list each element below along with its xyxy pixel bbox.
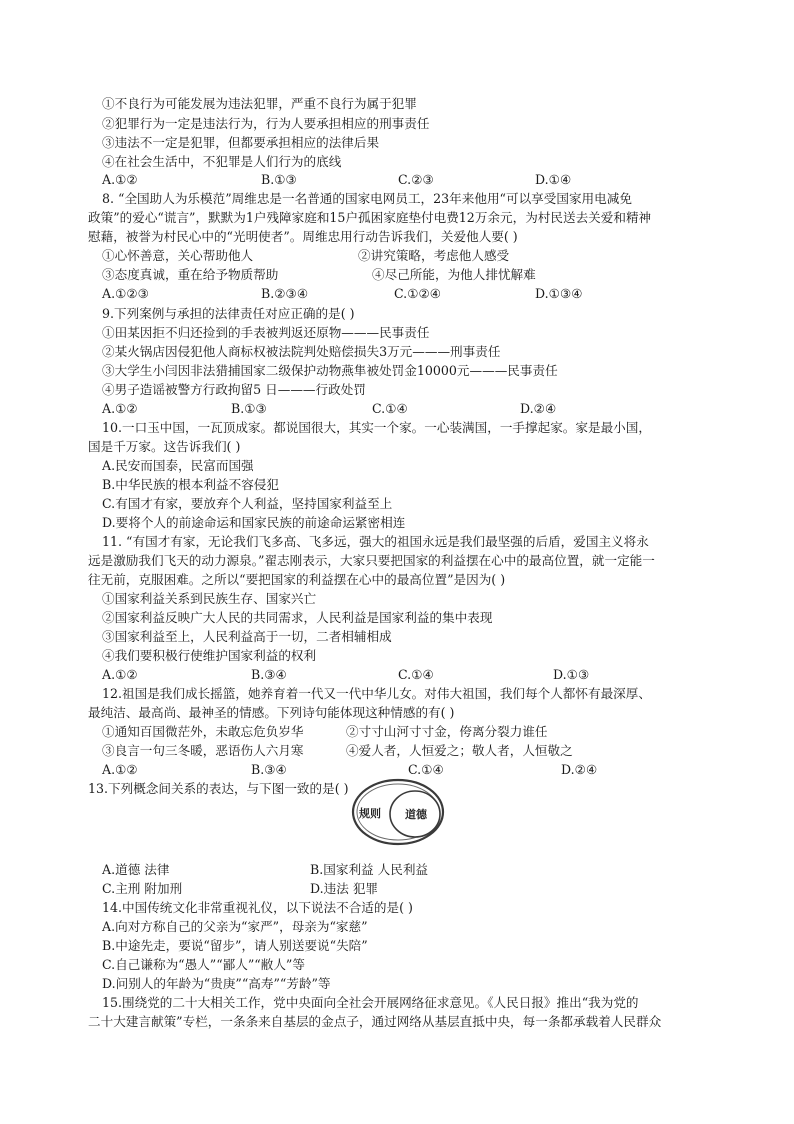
- q15-stem-line-1: 15.围绕党的二十大相关工作，党中央面向全社会开展网络征求意见。《人民日报》推出“我为党的: [102, 995, 639, 1010]
- q11-option-d: D.①③: [553, 667, 590, 682]
- q11-item-1: ①国家利益关系到民族生存、国家兴亡: [102, 591, 317, 606]
- q7-option-c: C.②③: [398, 172, 434, 187]
- venn-diagram: [350, 772, 446, 848]
- q14-stem: 14.中国传统文化非常重视礼仪，以下说法不合适的是( ): [102, 900, 413, 915]
- q7-option-a: A.①②: [102, 172, 138, 187]
- q9-item-2: ②某火锅店因侵犯他人商标权被法院判处赔偿损失3万元———刑事责任: [102, 344, 501, 359]
- q10-stem-line-1: 10.一口玉中国，一瓦顶成家。都说国很大，其实一个家。一心装满国，一手撑起家。家是最小国，: [102, 420, 651, 435]
- q7-option-d: D.①④: [535, 172, 572, 187]
- q7-item-2: ②犯罪行为一定是违法行为，行为人要承担相应的刑事责任: [102, 116, 430, 131]
- q10-stem-line-2: 国是千万家。这告诉我们( ): [88, 439, 241, 454]
- q11-stem-line-3: 往无前，克服困难。之所以“要把国家的利益摆在心中的最高位置”是因为( ): [88, 572, 506, 587]
- q12-stem-line-2: 最纯洁、最高尚、最神圣的情感。下列诗句能体现这种情感的有( ): [88, 705, 455, 720]
- q12-option-a: A.①②: [102, 762, 138, 777]
- q14-option-d: D.问别人的年龄为“贵庚”“高寿”“芳龄”等: [102, 976, 331, 991]
- q7-item-1: ①不良行为可能发展为违法犯罪，严重不良行为属于犯罪: [102, 96, 417, 111]
- q10-option-a: A.民安而国泰，民富而国强: [102, 458, 254, 473]
- q10-option-c: C.有国才有家，要放弃个人利益，坚持国家利益至上: [102, 496, 393, 511]
- q13-option-b: B.国家利益 人民利益: [310, 862, 429, 877]
- q14-option-a: A.向对方称自己的父亲为“家严”，母亲为“家慈”: [102, 919, 368, 934]
- q12-option-b: B.③④: [251, 762, 287, 777]
- q12-option-d: D.②④: [561, 762, 598, 777]
- q12-option-c: C.①④: [408, 762, 444, 777]
- q11-item-3: ③国家利益至上，人民利益高于一切，二者相辅相成: [102, 629, 392, 644]
- q7-item-3: ③违法不一定是犯罪，但都要承担相应的法律后果: [102, 135, 380, 150]
- q12-item-2: ②寸寸山河寸寸金，侉离分裂力谁任: [346, 724, 548, 739]
- q11-item-4: ④我们要积极行使维护国家利益的权利: [102, 648, 317, 663]
- q9-item-1: ①田某因拒不归还捡到的手表被判返还原物———民事责任: [102, 325, 430, 340]
- q8-stem-line-3: 慰藉，被誉为村民心中的“光明使者”。周维忠用行动告诉我们，关爱他人要( ): [88, 229, 518, 244]
- q15-stem-line-2: 二十大建言献策”专栏，一条条来自基层的金点子，通过网络从基层直抵中央，每一条都承载着人民群众: [88, 1014, 662, 1029]
- q14-option-b: B.中途先走，要说“留步”，请人别送要说“失陪”: [102, 938, 368, 953]
- q8-option-c: C.①②④: [394, 286, 442, 301]
- q11-option-c: C.①④: [398, 667, 434, 682]
- q8-option-b: B.②③④: [261, 286, 309, 301]
- q8-item-4: ④尽己所能，为他人排忧解难: [372, 267, 536, 282]
- q9-option-d: D.②④: [520, 401, 557, 416]
- q7-option-b: B.①③: [261, 172, 297, 187]
- inner-label: 道德: [405, 808, 427, 821]
- q11-option-b: B.③④: [251, 667, 287, 682]
- q11-option-a: A.①②: [102, 667, 138, 682]
- q8-item-1: ①心怀善意，关心帮助他人: [102, 248, 254, 263]
- q11-stem-line-2: 远是激励我们飞天的动力源泉。”翟志刚表示，大家只要把国家的利益摆在心中的最高位置，就一定能一: [88, 553, 655, 568]
- q8-stem-line-2: 政策”的爱心“谎言”，默默为1户残障家庭和15户孤困家庭垫付电费12万余元，为村民送去关爱和精神: [88, 210, 652, 225]
- q12-stem-line-1: 12.祖国是我们成长摇篮，她养育着一代又一代中华儿女。对伟大祖国，我们每个人都怀有最深厚、: [102, 686, 651, 701]
- q10-option-b: B.中华民族的根本利益不容侵犯: [102, 477, 279, 492]
- q8-option-d: D.①③④: [535, 286, 583, 301]
- q11-stem-line-1: 11. “有国才有家，无论我们飞多高、飞多远，强大的祖国永远是我们最坚强的后盾，爱国主义将永: [102, 534, 649, 549]
- q13-option-c: C.主刑 附加刑: [102, 881, 183, 896]
- q11-item-2: ②国家利益反映广大人民的共同需求，人民利益是国家利益的集中表现: [102, 610, 493, 625]
- q9-option-b: B.①③: [231, 401, 267, 416]
- q13-option-a: A.道德 法律: [102, 862, 170, 877]
- q8-item-2: ②讲究策略，考虑他人感受: [358, 248, 510, 263]
- q8-option-a: A.①②③: [102, 286, 149, 301]
- q13-option-d: D.违法 犯罪: [310, 881, 379, 896]
- q12-item-3: ③良言一句三冬暖，恶语伤人六月寒: [102, 743, 304, 758]
- outer-label: 规则: [359, 807, 381, 820]
- q10-option-d: D.要将个人的前途命运和国家民族的前途命运紧密相连: [102, 515, 406, 530]
- q8-stem-line-1: 8. “全国助人为乐模范”周维忠是一名普通的国家电网员工，23年来他用“可以享受国家用电减免: [102, 191, 632, 206]
- q12-item-1: ①通知百国微茫外，未敢忘危负岁华: [102, 724, 304, 739]
- q13-stem: 13.下列概念间关系的表达，与下图一致的是( ): [88, 781, 349, 796]
- q9-option-c: C.①④: [372, 401, 408, 416]
- q14-option-c: C.自己谦称为“愚人”“鄙人”“敝人”等: [102, 957, 305, 972]
- q9-stem: 9.下列案例与承担的法律责任对应正确的是( ): [102, 306, 355, 321]
- q9-item-4: ④男子造谣被警方行政拘留5 日———行政处罚: [102, 382, 366, 397]
- q9-item-3: ③大学生小闫因非法猎捕国家二级保护动物燕隼被处罚金10000元———民事责任: [102, 363, 558, 378]
- q12-item-4: ④爱人者，人恒爱之；敬人者，人恒敬之: [346, 743, 573, 758]
- q9-option-a: A.①②: [102, 401, 138, 416]
- q8-item-3: ③态度真诚，重在给予物质帮助: [102, 267, 279, 282]
- q7-item-4: ④在社会生活中，不犯罪是人们行为的底线: [102, 154, 342, 169]
